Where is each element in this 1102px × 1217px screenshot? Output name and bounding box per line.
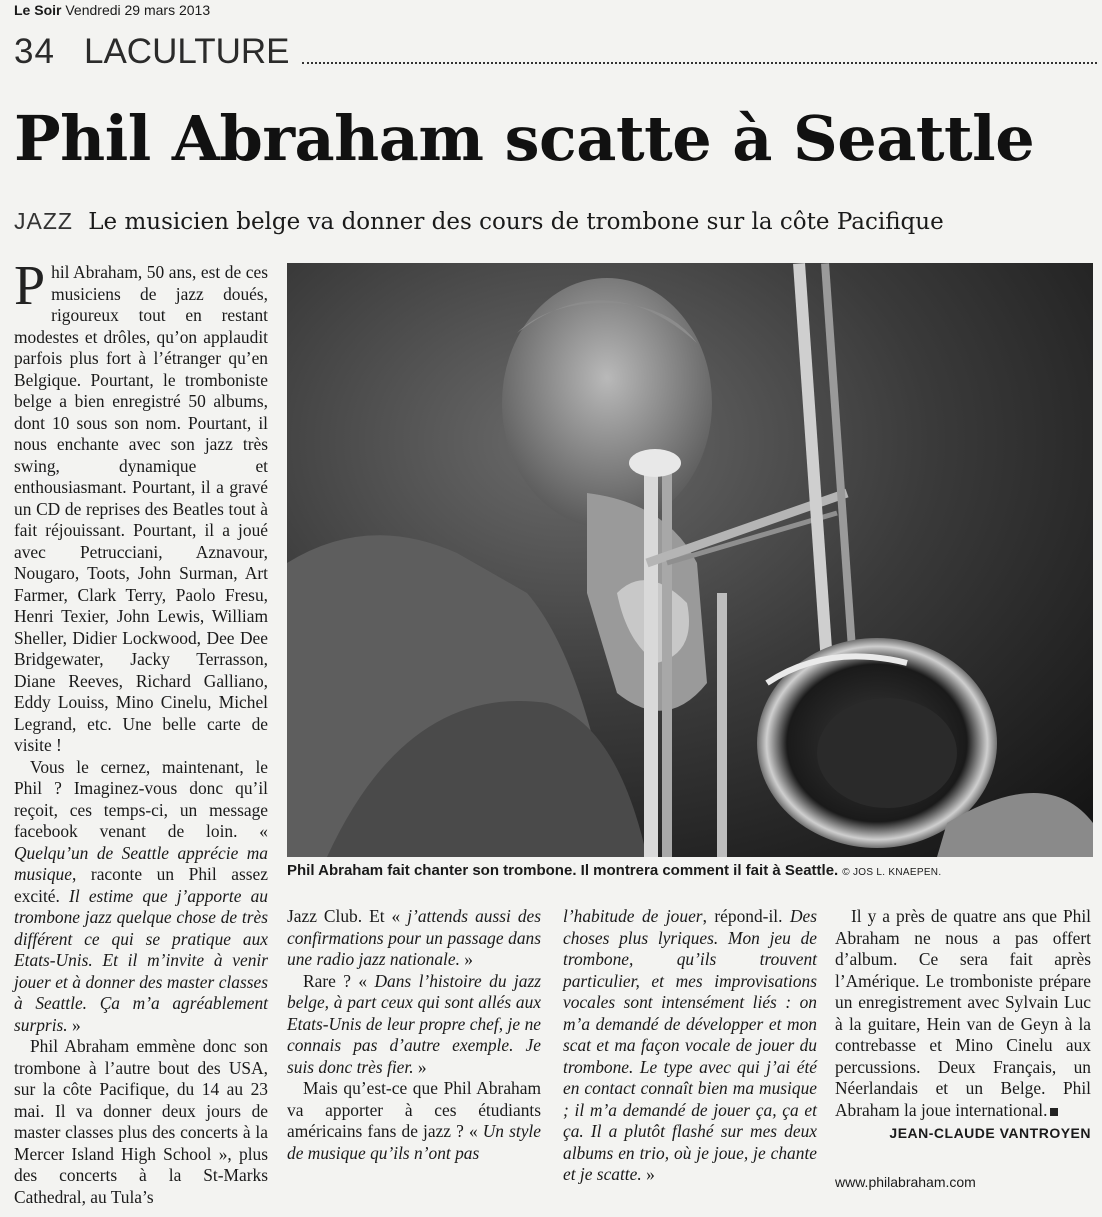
article-column-3 xyxy=(563,906,817,1186)
newspaper-header xyxy=(14,2,210,18)
website-link[interactable]: www.philabraham.com xyxy=(835,1174,976,1190)
paragraph: Phil Abraham emmène donc son trombone à l’autre bout des USA, sur la côte Pacifique, du 14 au 23 mai. Il va donner deux jours de master classes plus des concerts à la Mercer Island High School », plus des concerts à la St-Marks Cathedral, au Tula’s xyxy=(14,1036,268,1207)
article-deck xyxy=(14,208,944,235)
author-byline: JEAN-CLAUDE VANTROYEN xyxy=(889,1125,1091,1141)
publication-date: Vendredi 29 mars 2013 xyxy=(65,2,211,18)
paragraph: Vous le cernez, maintenant, le Phil ? Imaginez-vous donc qu’il reçoit, ces temps-ci, un message facebook venant de loin. « Quelqu’un de Seattle apprécie ma musique, raconte un Phil assez excité. Il estime que j’apporte au trombone jazz quelque chose de très différent ce qui se pratique aux Etats-Unis. Et il m’invite à venir jouer et à donner des master classes à Seattle. Ça m’a agréablement surpris. » xyxy=(14,756,268,1035)
section-divider xyxy=(302,62,1097,64)
end-mark-icon xyxy=(1050,1108,1058,1116)
paragraph-intro: Phil Abraham, 50 ans, est de ces musiciens de jazz doués, rigoureux tout en restant modestes et drôles, qu’on applaudit parfois plus fort à l’étranger qu’en Belgique. Pourtant, le tromboniste belge a bien enregistré 50 albums, dont 10 sous son nom. Pourtant, il nous enchante avec son jazz très swing, dynamique et enthousiasmant. Pourtant, il a gravé un CD de reprises des Beatles tout à fait réjouissant. Pourtant, il a joué avec Petrucciani, Aznavour, Nougaro, Toots, John Surman, Art Farmer, Clark Terry, Paolo Fresu, Henri Texier, John Lewis, William Sheller, Didier Lockwood, Dee Dee Bridgewater, Jacky Terrasson, Diane Reeves, Richard Galliano, Eddy Louiss, Mino Cinelu, Michel Legrand, etc. Une belle carte de visite ! xyxy=(14,255,268,755)
topic-tag: JAZZ xyxy=(14,208,73,234)
subheadline: Le musicien belge va donner des cours de trombone sur la côte Pacifique xyxy=(88,209,944,235)
paragraph: Jazz Club. Et « j’attends aussi des confirmations pour un passage dans une radio jazz nationale. » xyxy=(287,906,541,969)
article-column-4 xyxy=(835,906,1091,1145)
newspaper-name: Le Soir xyxy=(14,2,62,18)
paragraph: Mais qu’est-ce que Phil Abraham va apporter à ces étudiants américains fans de jazz ? « Un style de musique qu’ils n’ont pas xyxy=(287,1078,541,1163)
photo-caption xyxy=(287,862,1093,879)
drop-cap: P xyxy=(14,255,46,317)
paragraph: l’habitude de jouer, répond-il. Des choses plus lyriques. Mon jeu de trombone, qu’ils trouvent particulier, et mes improvisations vocales sont intensément liés : on m’a demandé de développer et mon scat et ma façon vocale de jouer du trombone. Le type avec qui j’ai été en contact connaît bien ma musique ; il m’a demandé de jouer ça, ça et ça. Il a plutôt flashé sur mes deux albums en trio, où je joue, je chante et je scatte. » xyxy=(563,906,817,1184)
article-column-2 xyxy=(287,906,541,1164)
page-number: 34 xyxy=(14,32,55,71)
article-column-1 xyxy=(14,255,268,1208)
headline: Phil Abraham scatte à Seattle xyxy=(14,102,1035,175)
paragraph: Rare ? « Dans l’histoire du jazz belge, à part ceux qui sont allés aux Etats-Unis de leur propre chef, je ne connais pas d’autre exemple. Je suis donc très fier. » xyxy=(287,970,541,1077)
paragraph-conclusion: Il y a près de quatre ans que Phil Abraham ne nous a pas offert d’album. Ce sera fait après l’Amérique. Le tromboniste prépare un enregistrement avec Sylvain Luc à la guitare, Hein van de Geyn à la contrebasse et Mino Cinelu aux percussions. Deux Français, un Néerlandais et un Belge. Phil Abraham la joue international. xyxy=(835,906,1091,1120)
article-photo xyxy=(287,263,1093,857)
caption-text: Phil Abraham fait chanter son trombone. Il montrera comment il fait à Seattle. xyxy=(287,862,839,879)
section-name: LACULTURE xyxy=(84,32,290,71)
photo-credit: © JOS L. KNAEPEN. xyxy=(842,867,942,878)
trombonist-photo-image xyxy=(287,263,1093,857)
